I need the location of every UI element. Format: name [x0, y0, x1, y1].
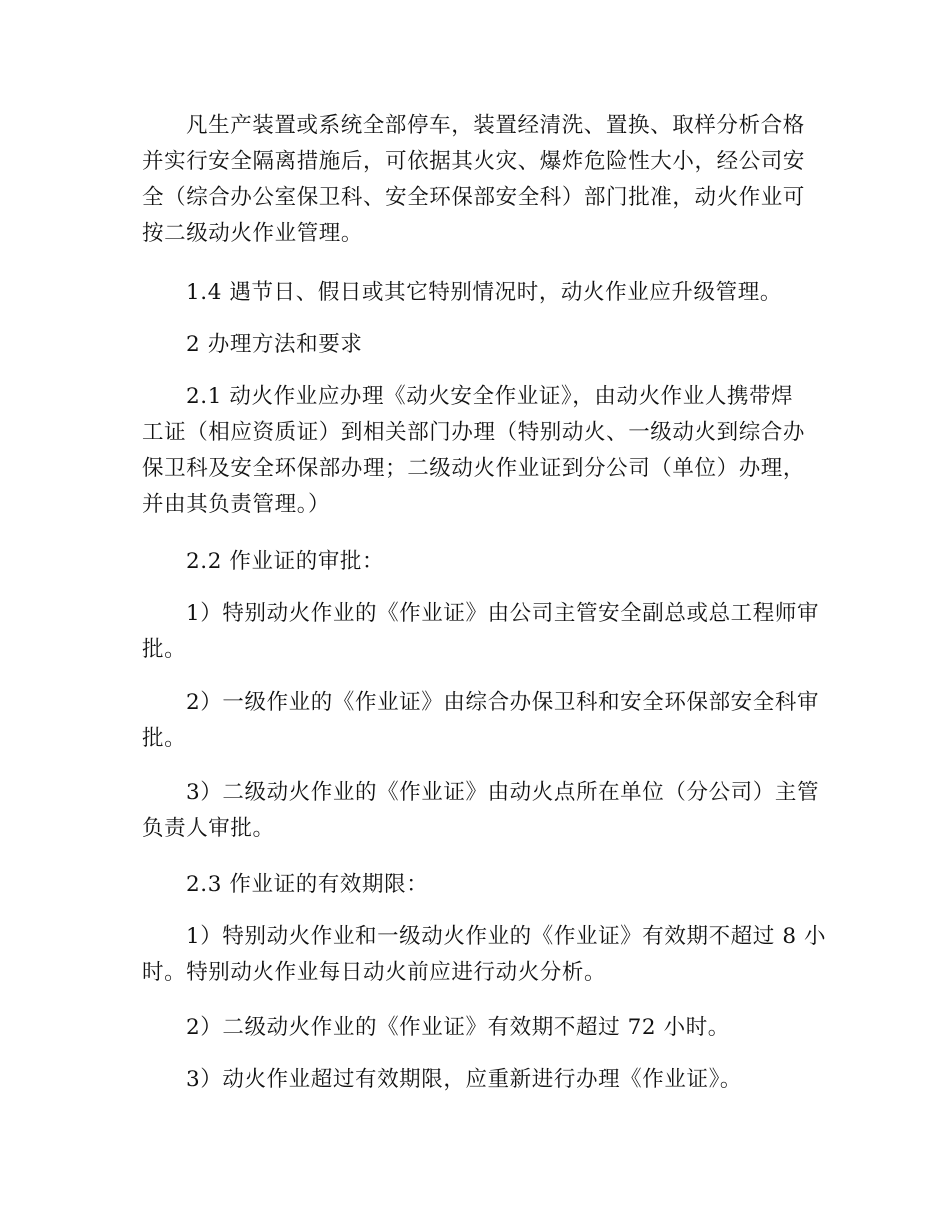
section-2-3: 2.3 作业证的有效期限： — [186, 872, 429, 897]
text-line: 按二级动火作业管理。 — [142, 221, 364, 246]
section-1-4: 1.4 遇节日、假日或其它特别情况时，动火作业应升级管理。 — [186, 280, 782, 305]
text-line: 批。 — [142, 637, 187, 662]
text-line: 工证（相应资质证）到相关部门办理（特别动火、一级动火到综合办 — [142, 420, 806, 445]
section-heading-2: 2 办理方法和要求 — [186, 332, 363, 357]
text-line: 保卫科及安全环保部办理；二级动火作业证到分公司（单位）办理， — [142, 456, 806, 481]
text-line: 并实行安全隔离措施后，可依据其火灾、爆炸危险性大小，经公司安 — [142, 149, 806, 174]
section-2-2: 2.2 作业证的审批： — [186, 549, 385, 574]
text-line: 时。特别动火作业每日动火前应进行动火分析。 — [142, 960, 607, 985]
text-line: 并由其负责管理。） — [142, 492, 331, 517]
list-item: 2）一级作业的《作业证》由综合办保卫科和安全环保部安全科审 — [186, 690, 820, 715]
list-item: 1）特别动火作业的《作业证》由公司主管安全副总或总工程师审 — [186, 601, 820, 626]
list-item: 2）二级动火作业的《作业证》有效期不超过 72 小时。 — [186, 1015, 730, 1040]
text-line: 全（综合办公室保卫科、安全环保部安全科）部门批准，动火作业可 — [142, 185, 806, 210]
list-item: 3）动火作业超过有效期限，应重新进行办理《作业证》。 — [186, 1067, 743, 1092]
list-item: 3）二级动火作业的《作业证》由动火点所在单位（分公司）主管 — [186, 780, 820, 805]
section-2-1: 2.1 动火作业应办理《动火安全作业证》，由动火作业人携带焊 — [186, 384, 794, 409]
list-item: 1）特别动火作业和一级动火作业的《作业证》有效期不超过 8 小 — [186, 924, 827, 949]
text-line: 批。 — [142, 726, 187, 751]
text-line: 负责人审批。 — [142, 816, 275, 841]
text-line: 凡生产装置或系统全部停车，装置经清洗、置换、取样分析合格 — [186, 113, 805, 138]
